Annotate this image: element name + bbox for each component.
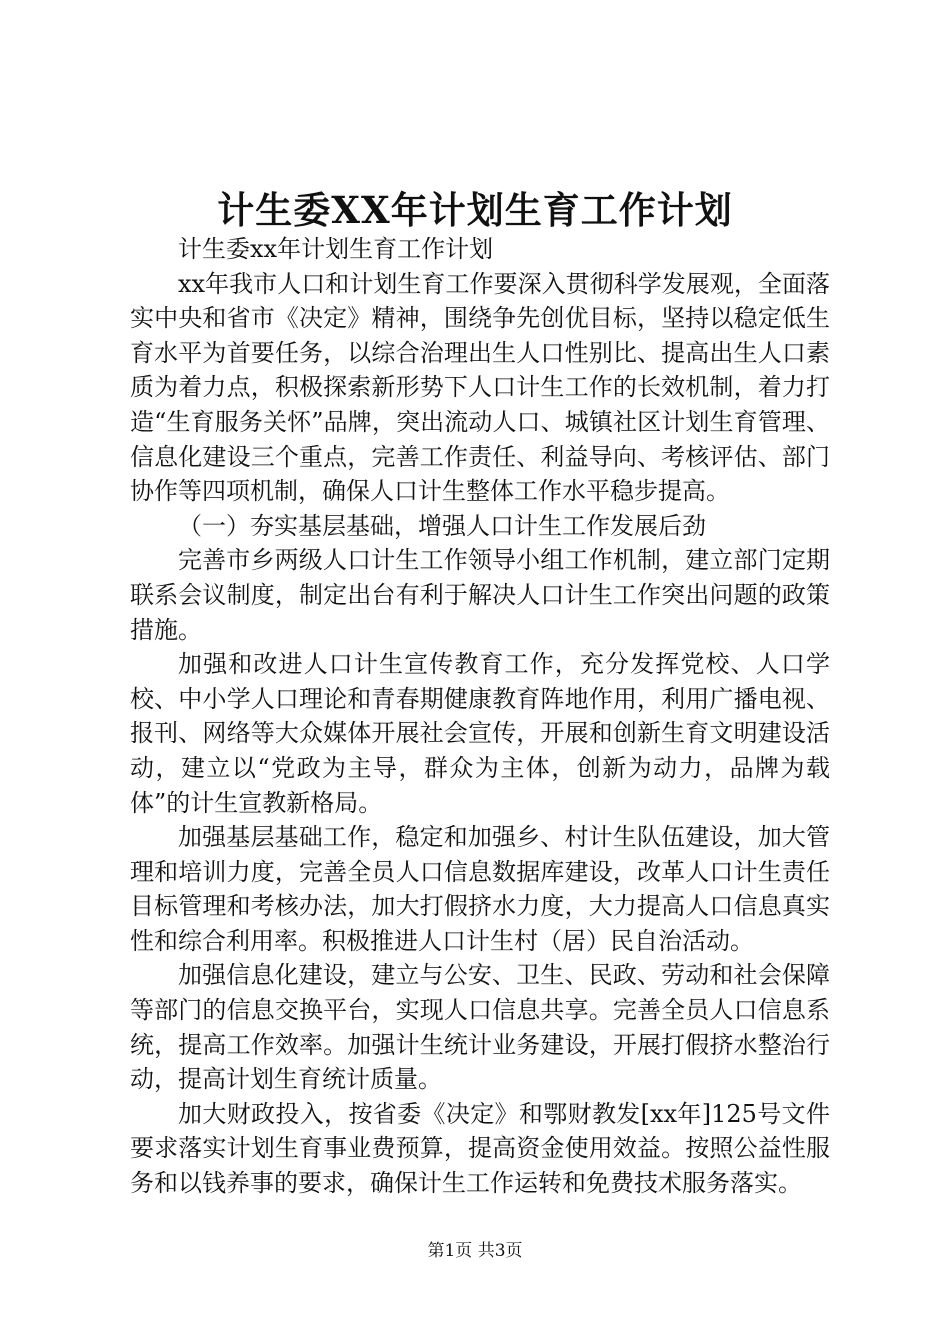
section-heading-1: （一）夯实基层基础，增强人口计生工作发展后劲 [178,511,706,540]
paragraph-subtitle: 计生委xx年计划生育工作计划 [178,235,494,263]
paragraph: 加强信息化建设，建立与公安、卫生、民政、劳动和社会保障等部门的信息交换平台，实现人口信息共享。完善全员人口信息系统，提高工作效率。加强计生统计业务建设，开展打假挤水整治行动，提高计划生育统计质量。 [130,961,830,1094]
paragraph: 加强基层基础工作，稳定和加强乡、村计生队伍建设，加大管理和培训力度，完善全员人口信息数据库建设，改革人口计生责任目标管理和考核办法，加大打假挤水力度，大力提高人口信息真实性和综合利用率。积极推进人口计生村（居）民自治活动。 [130,823,830,955]
paragraph-intro: xx年我市人口和计划生育工作要深入贯彻科学发展观，全面落实中央和省市《决定》精神，围绕争先创优目标，坚持以稳定低生育水平为首要任务，以综合治理出生人口性别比、提高出生人口素质为着力点，积极探索新形势下人口计生工作的长效机制，着力打造“生育服务关怀”品牌，突出流动人口、城镇社区计划生育管理、信息化建设三个重点，完善工作责任、利益导向、考核评估、部门协作等四项机制，确保人口计生整体工作水平稳步提高。 [130,269,830,506]
document-body [130,232,830,1201]
page-number-footer: 第1页 共3页 [427,1241,523,1261]
paragraph: 加大财政投入，按省委《决定》和鄂财教发[xx年]125号文件要求落实计划生育事业费预算，提高资金使用效益。按照公益性服务和以钱养事的要求，确保计生工作运转和免费技术服务落实。 [130,1099,830,1198]
document-title: 计生委XX年计划生育工作计划 [217,188,733,232]
paragraph: 加强和改进人口计生宣传教育工作，充分发挥党校、人口学校、中小学人口理论和青春期健康教育阵地作用，利用广播电视、报刊、网络等大众媒体开展社会宣传，开展和创新生育文明建设活动，建立以“党政为主导，群众为主体，创新为动力，品牌为载体”的计生宣教新格局。 [130,650,830,817]
paragraph: 完善市乡两级人口计生工作领导小组工作机制，建立部门定期联系会议制度，制定出台有利于解决人口计生工作突出问题的政策措施。 [130,546,830,644]
